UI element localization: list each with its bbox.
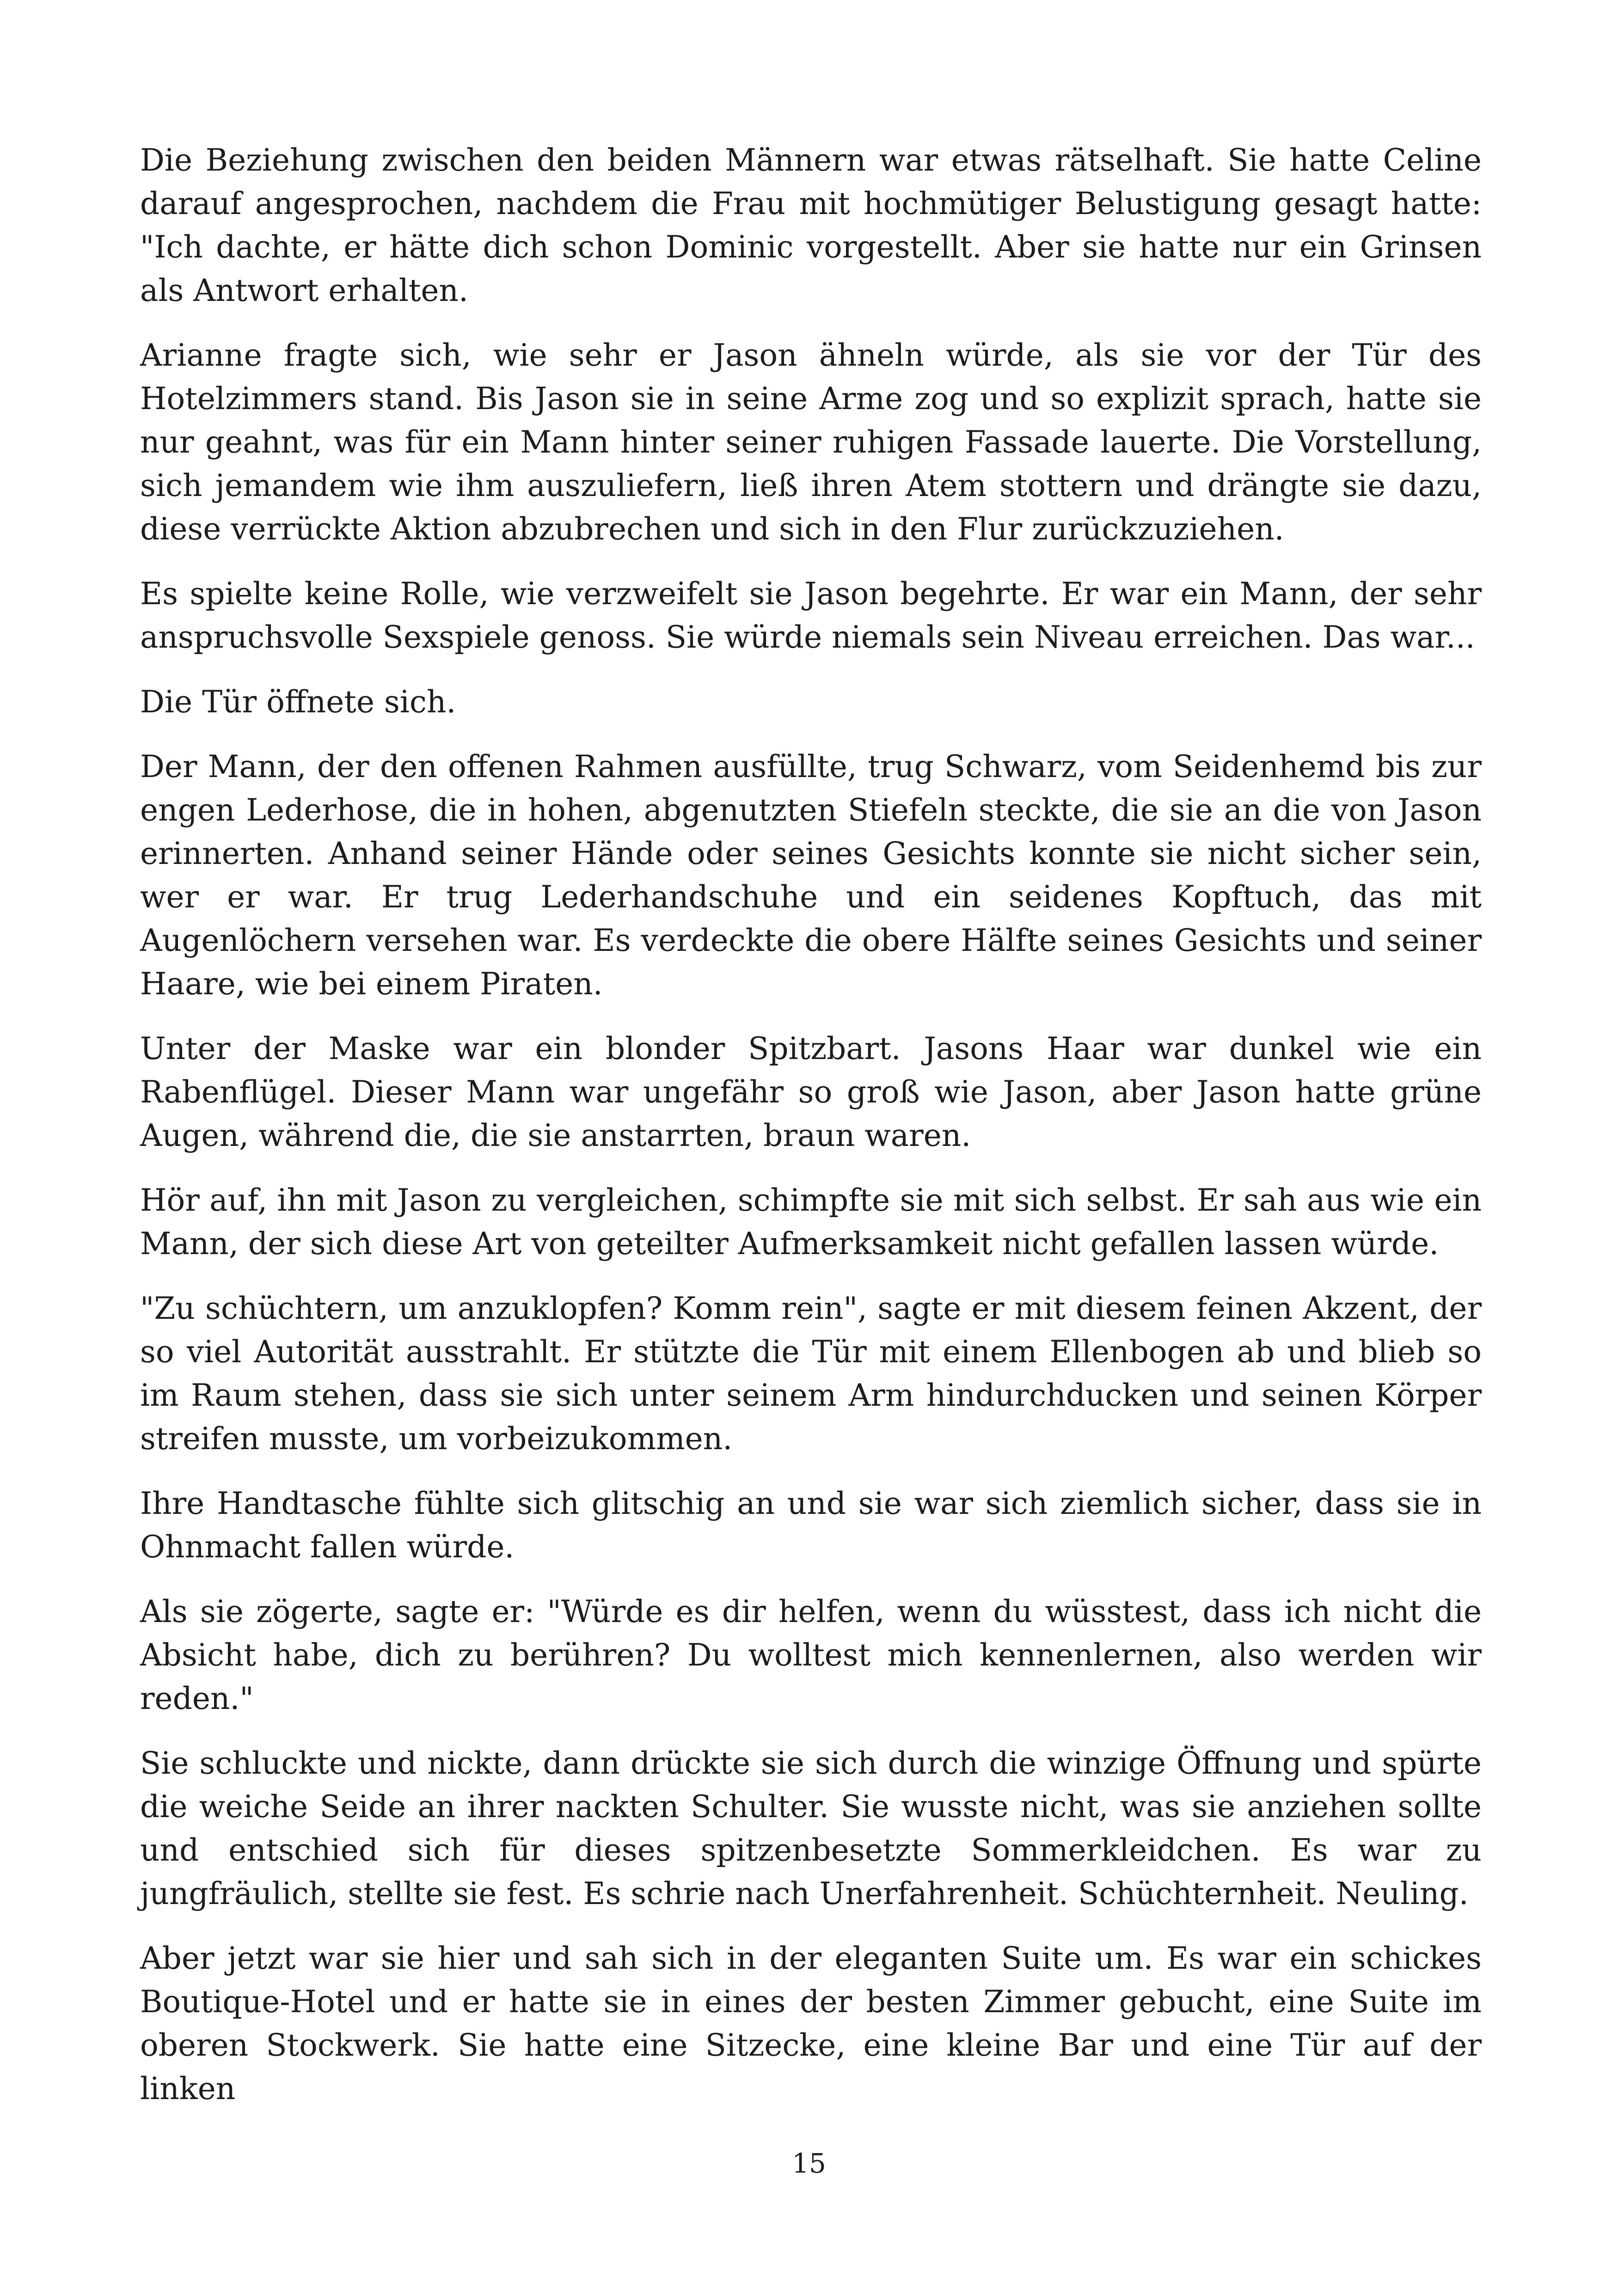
paragraph: Hör auf, ihn mit Jason zu vergleichen, schimpfte sie mit sich selbst. Er sah aus wie ein Mann, der sich diese Art von geteilter Aufmerksamkeit nicht gefallen lassen würde. — [140, 1182, 1482, 1261]
body-text — [140, 139, 1482, 2132]
paragraph: Aber jetzt war sie hier und sah sich in der eleganten Suite um. Es war ein schickes Boutique-Hotel und er hatte sie in eines der besten Zimmer gebucht, eine Suite im oberen Stockwerk. Sie hatte eine Sitzecke, eine kleine Bar und eine Tür auf der linken — [140, 1941, 1482, 2106]
paragraph: Es spielte keine Rolle, wie verzweifelt sie Jason begehrte. Er war ein Mann, der sehr anspruchsvolle Sexspiele genoss. Sie würde niemals sein Niveau erreichen. Das war... — [140, 576, 1482, 655]
paragraph: Sie schluckte und nickte, dann drückte sie sich durch die winzige Öffnung und spürte die weiche Seide an ihrer nackten Schulter. Sie wusste nicht, was sie anziehen sollte und entschied sich für dieses spitzenbesetzte Sommerkleidchen. Es war zu jungfräulich, stellte sie fest. Es schrie nach Unerfahrenheit. Schüchternheit. Neuling. — [140, 1745, 1482, 1911]
paragraph: Ihre Handtasche fühlte sich glitschig an und sie war sich ziemlich sicher, dass sie in Ohnmacht fallen würde. — [140, 1486, 1482, 1565]
paragraph: Der Mann, der den offenen Rahmen ausfüllte, trug Schwarz, vom Seidenhemd bis zur engen Lederhose, die in hohen, abgenutzten Stiefeln steckte, die sie an die von Jason erinnerten. Anhand seiner Hände oder seines Gesichts konnte sie nicht sicher sein, wer er war. Er trug Lederhandschuhe und ein seidenes Kopftuch, das mit Augenlöchern versehen war. Es verdeckte die obere Hälfte seines Gesichts und seiner Haare, wie bei einem Piraten. — [140, 749, 1482, 1002]
paragraph: Die Tür öffnete sich. — [140, 684, 456, 720]
page-number: 15 — [792, 2148, 826, 2179]
paragraph: Die Beziehung zwischen den beiden Männern war etwas rätselhaft. Sie hatte Celine darauf angesprochen, nachdem die Frau mit hochmütiger Belustigung gesagt hatte: "Ich dachte, er hätte dich schon Dominic vorgestellt. Aber sie hatte nur ein Grinsen als Antwort erhalten. — [140, 142, 1482, 308]
paragraph: Unter der Maske war ein blonder Spitzbart. Jasons Haar war dunkel wie ein Rabenflügel. Dieser Mann war ungefähr so groß wie Jason, aber Jason hatte grüne Augen, während die, die sie anstarrten, braun waren. — [140, 1031, 1482, 1153]
paragraph: Als sie zögerte, sagte er: "Würde es dir helfen, wenn du wüsstest, dass ich nicht die Absicht habe, dich zu berühren? Du wolltest mich kennenlernen, also werden wir reden." — [140, 1594, 1482, 1716]
paragraph: "Zu schüchtern, um anzuklopfen? Komm rein", sagte er mit diesem feinen Akzent, der so viel Autorität ausstrahlt. Er stützte die Tür mit einem Ellenbogen ab und blieb so im Raum stehen, dass sie sich unter seinem Arm hindurchducken und seinen Körper streifen musste, um vorbeizukommen. — [140, 1291, 1482, 1457]
paragraph: Arianne fragte sich, wie sehr er Jason ähneln würde, als sie vor der Tür des Hotelzimmers stand. Bis Jason sie in seine Arme zog und so explizit sprach, hatte sie nur geahnt, was für ein Mann hinter seiner ruhigen Fassade lauerte. Die Vorstellung, sich jemandem wie ihm auszuliefern, ließ ihren Atem stottern und drängte sie dazu, diese verrückte Aktion abzubrechen und sich in den Flur zurückzuziehen. — [140, 337, 1482, 547]
